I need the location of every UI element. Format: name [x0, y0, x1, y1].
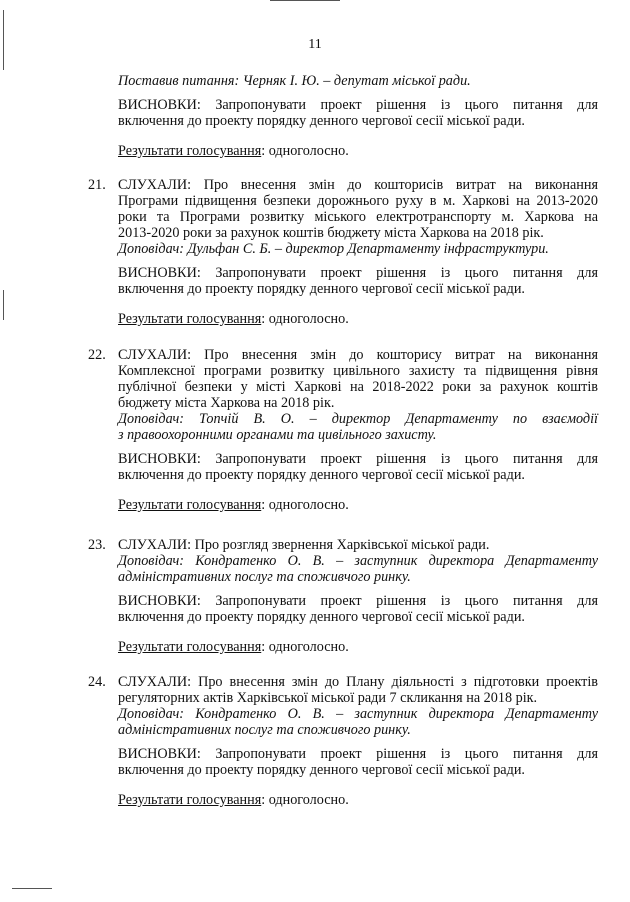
item-heard-line	[118, 674, 598, 690]
conclusion-label: ВИСНОВКИ:	[118, 746, 201, 762]
item-reporter: адміністративних послуг та споживчого ринку.	[118, 722, 411, 738]
conclusion-text: Запропонувати проект рішення із цього питання для	[215, 97, 598, 113]
item-vote	[118, 792, 598, 808]
item-conclusion-line-2: включення до проекту порядку денного чергової сесії міської ради.	[118, 467, 525, 483]
agenda-item-22	[88, 347, 598, 513]
heard-label: СЛУХАЛИ:	[118, 347, 192, 363]
item-vote	[118, 639, 598, 655]
item-text-line: Програми підвищення безпеки дорожнього руху в м. Харкові на 2013-2020	[118, 193, 598, 209]
item-number: 23.	[88, 537, 106, 553]
item-text-line: 2013-2020 роки за рахунок коштів бюджету міста Харкова на 2018 рік.	[118, 225, 544, 241]
item-reporter: Доповідач: Дульфан С. Б. – директор Департаменту інфраструктури.	[118, 241, 549, 257]
vote-value: : одноголосно.	[261, 311, 349, 327]
intro-reporter: Поставив питання: Черняк І. Ю. – депутат міської ради.	[118, 73, 471, 89]
conclusion-label: ВИСНОВКИ:	[118, 593, 201, 609]
item-reporter: Доповідач: Кондратенко О. В. – заступник директора Департаменту	[118, 706, 598, 722]
item-text-line: регуляторних актів Харківської міської ради 7 скликання на 2018 рік.	[118, 690, 538, 706]
item-reporter: Доповідач: Кондратенко О. В. – заступник директора Департаменту	[118, 553, 598, 569]
item-conclusion-line-2: включення до проекту порядку денного чергової сесії міської ради.	[118, 609, 525, 625]
item-heard-line	[118, 347, 598, 363]
vote-value: : одноголосно.	[261, 143, 349, 159]
agenda-item-24	[88, 674, 598, 808]
conclusion-text: Запропонувати проект рішення із цього питання для	[215, 593, 598, 609]
item-text-line: Про розгляд звернення Харківської міської ради.	[194, 537, 490, 553]
item-text-line: Комплексної програми розвитку цивільного захисту та підвищення рівня	[118, 363, 598, 379]
vote-value: : одноголосно.	[261, 792, 349, 808]
conclusion-label: ВИСНОВКИ:	[118, 97, 201, 113]
agenda-item-23	[88, 537, 598, 655]
agenda-item-21	[88, 177, 598, 327]
intro-block	[118, 73, 598, 159]
heard-label: СЛУХАЛИ:	[118, 177, 192, 193]
intro-conclusion-line-1	[118, 97, 598, 113]
vote-value: : одноголосно.	[261, 639, 349, 655]
item-reporter: адміністративних послуг та споживчого ринку.	[118, 569, 411, 585]
intro-conclusion-line-2: включення до проекту порядку денного чергової сесії міської ради.	[118, 113, 525, 129]
scan-edge-bottom	[12, 888, 52, 889]
item-text-line: Про внесення змін до Плану діяльності з підготовки проектів	[198, 674, 598, 690]
item-text-line: публічної безпеки у місті Харкові на 2018-2022 роки за рахунок коштів	[118, 379, 598, 395]
item-conclusion-line-2: включення до проекту порядку денного чергової сесії міської ради.	[118, 281, 525, 297]
item-text-line: бюджету міста Харкова на 2018 рік.	[118, 395, 335, 411]
item-number: 22.	[88, 347, 106, 363]
intro-vote	[118, 143, 598, 159]
heard-label: СЛУХАЛИ:	[118, 537, 192, 553]
vote-value: : одноголосно.	[261, 497, 349, 513]
vote-label: Результати голосування	[118, 143, 262, 159]
vote-label: Результати голосування	[118, 311, 262, 327]
vote-label: Результати голосування	[118, 639, 262, 655]
item-conclusion-line-1	[118, 451, 598, 467]
item-heard-line	[118, 537, 598, 553]
item-number: 21.	[88, 177, 106, 193]
conclusion-label: ВИСНОВКИ:	[118, 265, 201, 281]
conclusion-text: Запропонувати проект рішення із цього питання для	[215, 451, 598, 467]
item-text-line: Про внесення змін до кошторису витрат на виконання	[204, 347, 598, 363]
item-vote	[118, 497, 598, 513]
item-number: 24.	[88, 674, 106, 690]
item-conclusion-line-2: включення до проекту порядку денного чергової сесії міської ради.	[118, 762, 525, 778]
item-heard-line	[118, 177, 598, 193]
item-reporter: Доповідач: Топчій В. О. – директор Департаменту по взаємодії	[118, 411, 598, 427]
item-conclusion-line-1	[118, 265, 598, 281]
item-text-line: роки та Програми розвитку міського електротранспорту м. Харкова на	[118, 209, 598, 225]
scan-edge-top	[270, 0, 340, 1]
vote-label: Результати голосування	[118, 792, 262, 808]
conclusion-text: Запропонувати проект рішення із цього питання для	[215, 265, 598, 281]
conclusion-label: ВИСНОВКИ:	[118, 451, 201, 467]
scan-edge-left-2	[3, 290, 4, 320]
conclusion-text: Запропонувати проект рішення із цього питання для	[215, 746, 598, 762]
item-reporter: з правоохоронними органами та цивільного захисту.	[118, 427, 437, 443]
vote-label: Результати голосування	[118, 497, 262, 513]
item-vote	[118, 311, 598, 327]
item-conclusion-line-1	[118, 746, 598, 762]
page-number: 11	[308, 37, 322, 52]
heard-label: СЛУХАЛИ:	[118, 674, 192, 690]
item-text-line: Про внесення змін до кошторисів витрат на виконання	[203, 177, 599, 193]
item-conclusion-line-1	[118, 593, 598, 609]
